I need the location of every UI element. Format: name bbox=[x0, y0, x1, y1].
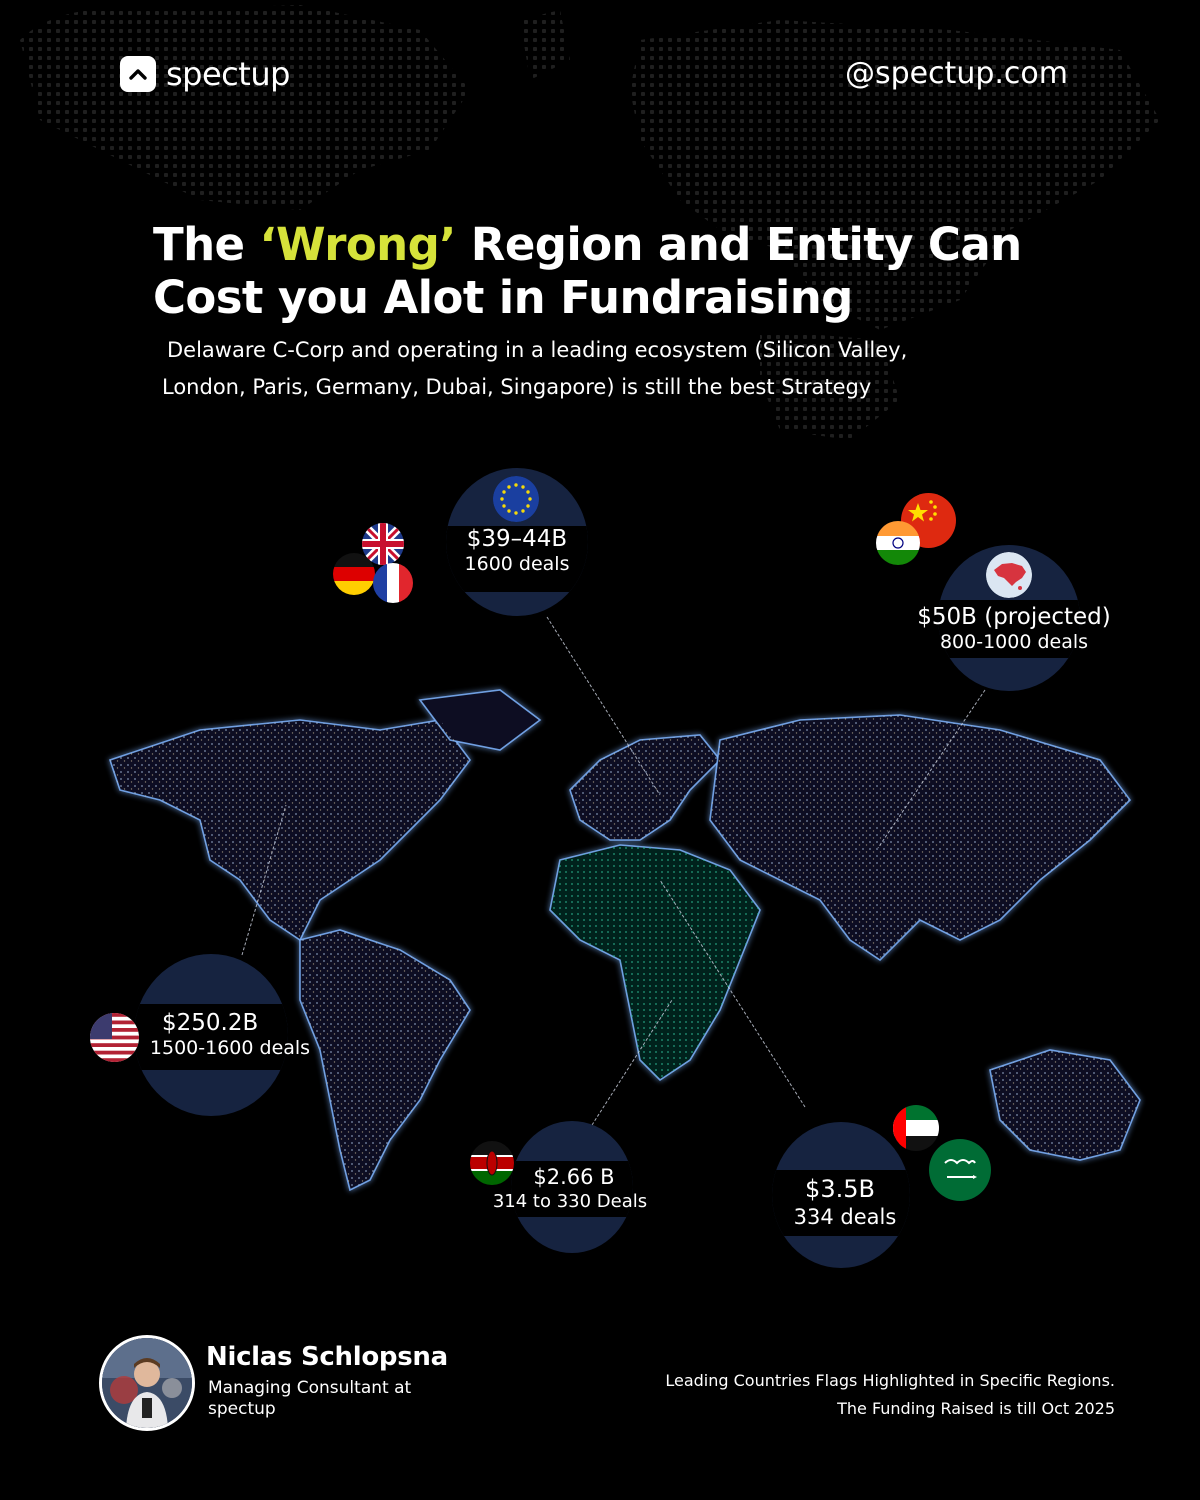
subtitle-line1: Delaware C-Corp and operating in a leading ecosystem (Silicon Valley, bbox=[167, 338, 908, 362]
author-name: Niclas Schlopsna bbox=[206, 1342, 448, 1372]
india-flag-icon bbox=[876, 521, 920, 565]
headline-part1: The bbox=[153, 218, 260, 271]
footnote-line2: The Funding Raised is till Oct 2025 bbox=[837, 1399, 1115, 1418]
usa-amount: $250.2B bbox=[162, 1010, 259, 1036]
europe-amount: $39–44B bbox=[466, 526, 568, 552]
brand-logo[interactable] bbox=[120, 55, 290, 93]
mena-deals: 334 deals bbox=[793, 1205, 897, 1229]
world-map bbox=[60, 660, 1170, 1220]
headline-highlight: ‘Wrong’ bbox=[259, 218, 456, 271]
chevron-up-icon bbox=[120, 56, 156, 92]
brand-name: spectup bbox=[166, 55, 290, 93]
africa-amount: $2.66 B bbox=[533, 1165, 615, 1189]
author-avatar bbox=[99, 1335, 195, 1431]
author-role: Managing Consultant at spectup bbox=[208, 1378, 412, 1419]
uae-flag-icon bbox=[893, 1105, 939, 1151]
brand-handle[interactable]: @spectup.com bbox=[844, 56, 1068, 91]
subtitle bbox=[162, 332, 1022, 406]
headline bbox=[153, 218, 1113, 324]
asia-stat bbox=[898, 604, 1130, 654]
mena-stat bbox=[760, 1175, 930, 1231]
usa-flag-icon bbox=[90, 1013, 139, 1062]
footnote bbox=[595, 1367, 1115, 1423]
usa-deals: 1500-1600 deals bbox=[149, 1037, 311, 1059]
africa-deals: 314 to 330 Deals bbox=[492, 1191, 648, 1212]
asia-map-icon bbox=[986, 552, 1032, 598]
france-flag-icon bbox=[373, 563, 413, 603]
subtitle-line2: London, Paris, Germany, Dubai, Singapore) is still the best Strategy bbox=[162, 375, 872, 399]
europe-stat bbox=[430, 526, 604, 576]
saudi-flag-icon bbox=[929, 1139, 991, 1201]
europe-deals: 1600 deals bbox=[464, 553, 570, 575]
eu-flag-icon bbox=[493, 476, 539, 522]
germany-flag-icon bbox=[333, 553, 375, 595]
asia-amount: $50B (projected) bbox=[917, 604, 1111, 630]
mena-amount: $3.5B bbox=[805, 1175, 875, 1203]
footnote-line1: Leading Countries Flags Highlighted in Specific Regions. bbox=[665, 1371, 1115, 1390]
headline-part2: Region and Entity Can Cost you Alot in Fundraising bbox=[153, 218, 1022, 324]
asia-deals: 800-1000 deals bbox=[939, 631, 1089, 653]
usa-stat bbox=[130, 1010, 330, 1060]
kenya-flag-icon bbox=[470, 1141, 514, 1185]
